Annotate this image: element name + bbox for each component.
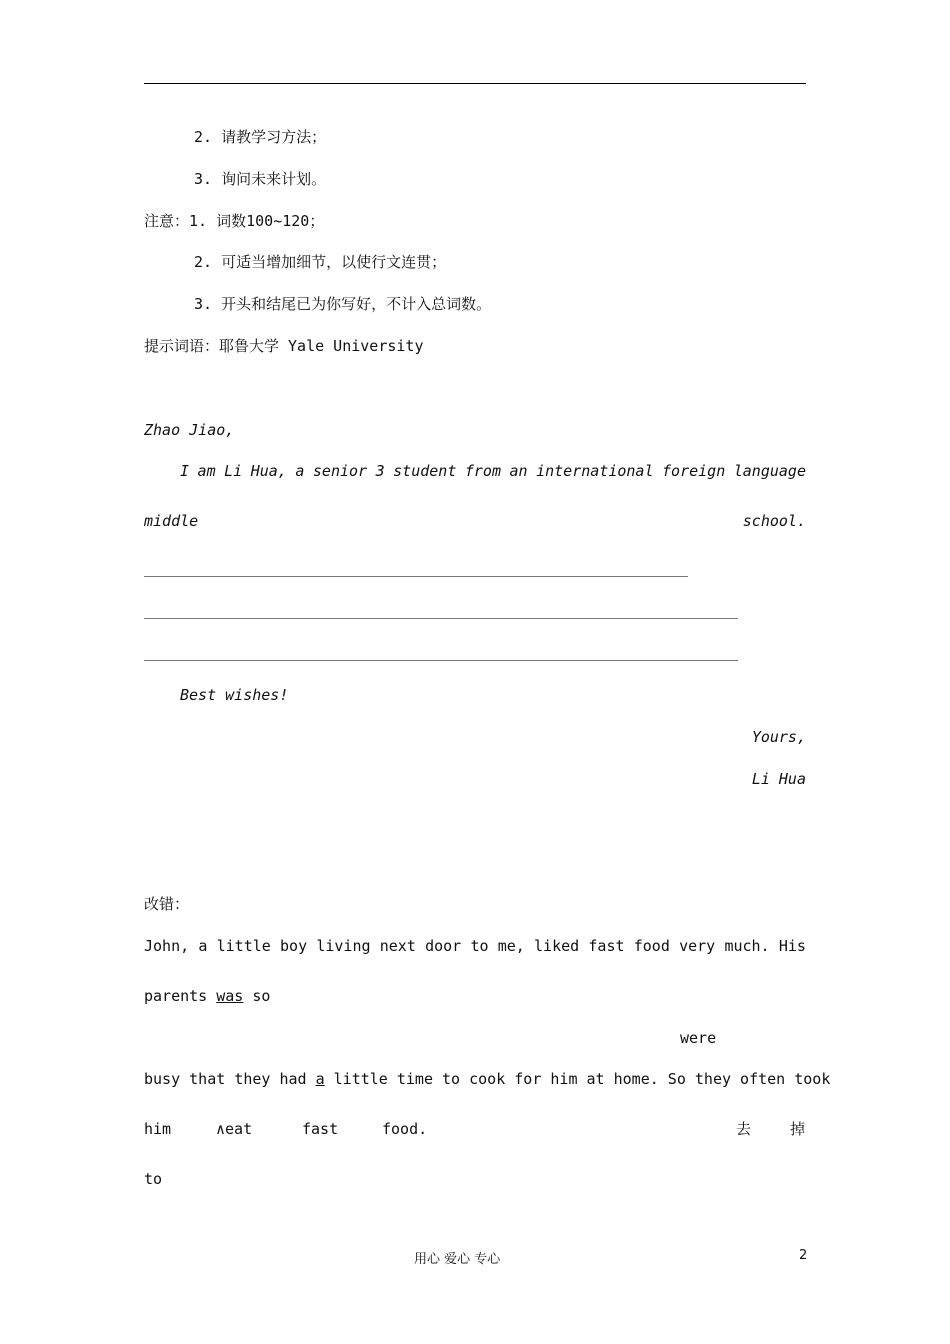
intro-word: foreign [662,462,726,480]
intro-word: a [295,462,305,480]
fix-remove-char: 掉 [790,1120,806,1138]
letter-salutation: Zhao Jiao, [144,421,235,439]
intro-word: am [197,462,216,480]
correction-word: next [379,937,416,955]
intro-word: Li [224,462,243,480]
correction-word: a [198,937,208,955]
intro-word: senior [312,462,368,480]
correction-word: me, [497,937,525,955]
correction-line-1 [144,936,806,956]
correction-word: John, [144,937,190,955]
intro-word: from [464,462,501,480]
page-number: 2 [799,1248,808,1263]
correction-text: little time to cook for him at home. So they often took [324,1070,831,1088]
correction-word: door [425,937,462,955]
requirement-item-2: 2. 请教学习方法； [194,128,327,146]
intro-word-middle: middle [144,512,199,530]
footer-motto: 用心 爱心 专心 [414,1252,501,1267]
intro-word: Hua, [250,462,287,480]
letter-intro-line-1 [180,461,806,481]
letter-sign-yours: Yours, [751,728,806,746]
writing-blank-line-3[interactable] [144,660,738,661]
error-word-was: was [216,987,244,1005]
correction-word: His [778,937,806,955]
correction-text: busy that they had [144,1070,316,1088]
correction-text: so [243,987,271,1005]
intro-word: student [393,462,457,480]
correction-word: living [316,937,371,955]
intro-word-school: school. [742,512,806,530]
correction-word: food [633,937,670,955]
fix-to: to [144,1170,163,1188]
correction-word: him [144,1120,172,1138]
correction-line-3 [144,1069,831,1089]
intro-word: language [733,462,806,480]
hint-words: 提示词语：耶鲁大学 Yale University [144,337,424,355]
writing-blank-line-2[interactable] [144,618,738,619]
intro-word: I [180,462,190,480]
correction-word: food. [382,1120,428,1138]
correction-word: fast [302,1120,339,1138]
writing-blank-line-1[interactable] [144,576,688,577]
correction-text: parents [144,987,217,1005]
error-word-a: a [315,1070,325,1088]
requirement-item-3: 3. 询问未来计划。 [194,170,327,188]
correction-word: liked [534,937,580,955]
correction-word: much. [724,937,770,955]
intro-word: 3 [375,462,385,480]
correction-word: fast [588,937,625,955]
correction-word: very [679,937,716,955]
correction-word: to [470,937,489,955]
correction-word: boy [280,937,308,955]
intro-word: an [509,462,528,480]
letter-intro-line-2 [144,511,806,531]
fix-remove-char: 去 [736,1120,752,1138]
correction-word: little [216,937,271,955]
correction-line-2 [144,986,270,1006]
fix-were: were [680,1029,717,1047]
note-2: 2. 可适当增加细节，以使行文连贯； [194,253,447,271]
insert-mark-word: ∧eat [216,1120,253,1138]
note-1: 1. 词数100~120； [189,212,325,230]
letter-sign-name: Li Hua [751,770,806,788]
note-3: 3. 开头和结尾已为你写好，不计入总词数。 [194,295,492,313]
intro-word: international [536,462,654,480]
correction-label: 改错： [144,895,190,913]
letter-closing: Best wishes! [180,686,289,704]
notes-label: 注意： [144,212,190,230]
header-rule [144,83,806,84]
notes-line-1 [144,211,324,231]
